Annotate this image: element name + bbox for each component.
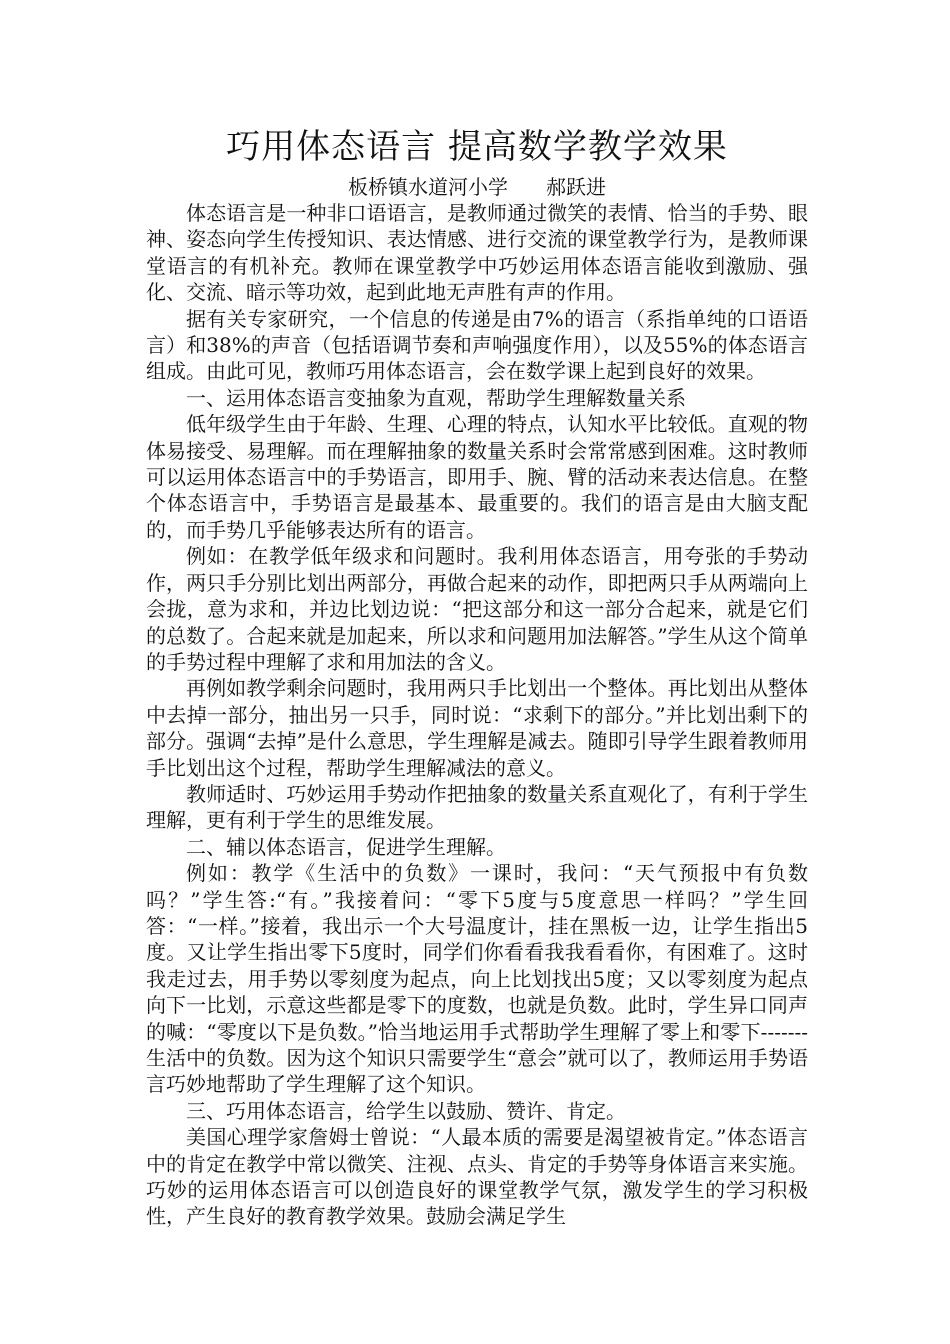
paragraph: 美国心理学家詹姆士曾说：“人最本质的需要是渴望被肯定。”体态语言中的肯定在教学中常以微笑、注视、点头、肯定的手势等身体语言来实施。巧妙的运用体态语言可以创造良好的课堂教学气氛，激发学生的学习积极性，产生良好的教育教学效果。鼓励会满足学生 — [146, 1125, 808, 1229]
section-heading: 二、辅以体态语言，促进学生理解。 — [186, 834, 506, 859]
paragraph: 据有关专家研究，一个信息的传递是由7%的语言（系指单纯的口语语言）和38%的声音（包括语调节奏和声响强度作用），以及55%的体态语言组成。由此可见，教师巧用体态语言，会在数学课上起到良好的效果。 — [146, 306, 808, 384]
document-title: 巧用体态语言 提高数学教学效果 — [226, 127, 728, 167]
paragraph: 例如：在教学低年级求和问题时。我利用体态语言，用夸张的手势动作，两只手分别比划出两部分，再做合起来的动作，即把两只手从两端向上会拢，意为求和，并边比划边说：“把这部分和这一部分合起来，就是它们的总数了。合起来就是加起来，所以求和问题用加法解答。”学生从这个简单的手势过程中理解了求和用加法的含义。 — [146, 544, 808, 674]
paragraph: 低年级学生由于年龄、生理、心理的特点，认知水平比较低。直观的物体易接受、易理解。而在理解抽象的数量关系时会常常感到困难。这时教师可以运用体态语言中的手势语言，即用手、腕、臂的活动来表达信息。在整个体态语言中，手势语言是最基本、最重要的。我们的语言是由大脑支配的，而手势几乎能够表达所有的语言。 — [146, 412, 808, 542]
document-page — [146, 124, 808, 1230]
paragraph: 例如：教学《生活中的负数》一课时，我问：“天气预报中有负数吗？”学生答:“有。”我接着问：“零下5度与5度意思一样吗？”学生回答：“一样。”接着，我出示一个大号温度计，挂在黑板一边，让学生指出5度。又让学生指出零下5度时，同学们你看看我我看看你，有困难了。这时我走过去，用手势以零刻度为起点，向上比划找出5度；又以零刻度为起点向下一比划，示意这些都是零下的度数，也就是负数。此时，学生异口同声的喊：“零度以下是负数。”恰当地运用手式帮助学生理解了零上和零下-------生活中的负数。因为这个知识只需要学生“意会”就可以了，教师运用手势语言巧妙地帮助了学生理解了这个知识。 — [146, 861, 808, 1097]
paragraph: 体态语言是一种非口语语言，是教师通过微笑的表情、恰当的手势、眼神、姿态向学生传授知识、表达情感、进行交流的课堂教学行为，是教师课堂语言的有机补充。教师在课堂教学中巧妙运用体态语言能收到激励、强化、交流、暗示等功效，起到此地无声胜有声的作用。 — [146, 201, 808, 305]
author-school: 板桥镇水道河小学 — [348, 175, 508, 199]
paragraph: 教师适时、巧妙运用手势动作把抽象的数量关系直观化了，有利于学生理解，更有利于学生的思维发展。 — [146, 781, 808, 833]
section-heading: 三、巧用体态语言，给学生以鼓励、赞许、肯定。 — [186, 1098, 626, 1123]
author-name: 郝跃进 — [546, 175, 606, 199]
paragraph: 再例如教学剩余问题时，我用两只手比划出一个整体。再比划出从整体中去掉一部分，抽出另一只手，同时说：“求剩下的部分。”并比划出剩下的部分。强调“去掉”是什么意思，学生理解是减去。随即引导学生跟着教师用手比划出这个过程，帮助学生理解减法的意义。 — [146, 676, 808, 780]
section-heading: 一、运用体态语言变抽象为直观，帮助学生理解数量关系 — [186, 385, 686, 410]
document-body — [146, 200, 808, 1230]
author-byline — [146, 174, 808, 200]
